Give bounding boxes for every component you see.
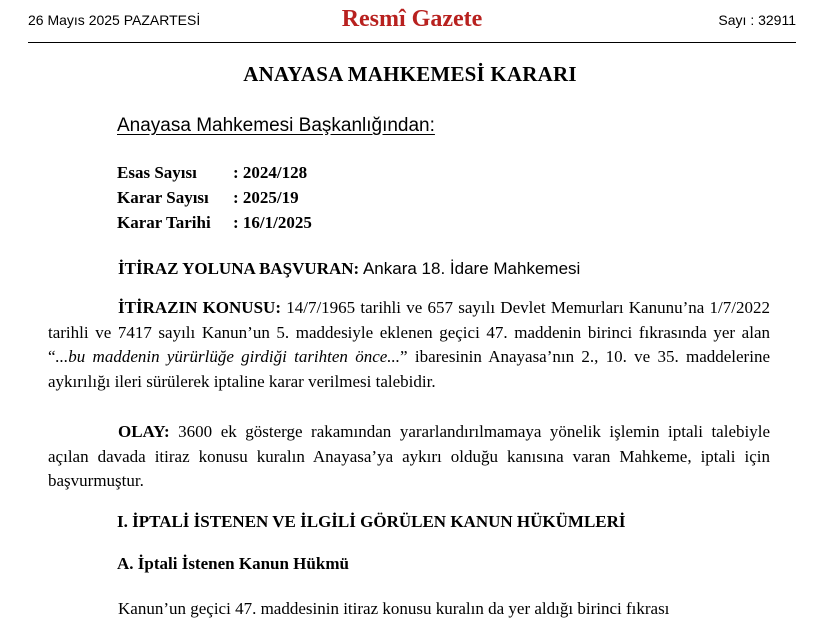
decision-metadata bbox=[117, 160, 312, 235]
applicant-label: İTİRAZ YOLUNA BAŞVURAN: bbox=[118, 259, 360, 278]
subject-paragraph bbox=[48, 296, 770, 394]
meta-row-karar-tarihi bbox=[117, 210, 312, 235]
subsection-heading: A. İptali İstenen Kanun Hükmü bbox=[117, 554, 349, 573]
law-text-paragraph bbox=[48, 597, 770, 622]
subject-text-after: ” ibaresinin Anayasa’nın 2., 10. ve 35. maddelerine aykırılığı ileri sürülerek iptaline karar verilmesi talebidir. bbox=[48, 347, 770, 391]
event-label: OLAY: bbox=[118, 422, 170, 441]
meta-value: : 2024/128 bbox=[233, 163, 308, 182]
subject-text-before: 14/7/1965 tarihli ve 657 sayılı Devlet Memurları Kanunu’na 1/7/2022 tarihli ve 7417 sayılı Kanun’un 5. maddesiyle eklenen geçici 47. maddenin birinci fıkrasında yer alan “ bbox=[48, 298, 770, 366]
meta-key: Esas Sayısı bbox=[117, 163, 197, 182]
gazette-title: Resmî Gazete bbox=[341, 6, 483, 32]
subject-quote: ...bu maddenin yürürlüğe girdiği tarihten önce... bbox=[55, 347, 401, 366]
issue-date: 26 Mayıs 2025 PAZARTESİ bbox=[28, 12, 201, 28]
section-heading-laws: I. İPTALİ İSTENEN VE İLGİLİ GÖRÜLEN KANUN HÜKÜMLERİ bbox=[117, 512, 626, 531]
law-text: Kanun’un geçici 47. maddesinin itiraz konusu kuralın da yer aldığı birinci fıkrası bbox=[118, 599, 670, 618]
page-header bbox=[28, 0, 796, 43]
document-title: ANAYASA MAHKEMESİ KARARI bbox=[243, 62, 577, 86]
subject-label: İTİRAZIN KONUSU: bbox=[118, 298, 281, 317]
event-text: 3600 ek gösterge rakamından yararlandırılmamaya yönelik işlemin iptali talebiyle açılan davada itiraz konusu kuralın Anayasa’ya aykırı olduğu kanısına varan Mahkeme, iptali için başvurmuştur. bbox=[48, 422, 770, 490]
applicant-paragraph bbox=[48, 257, 770, 282]
applicant-text: Ankara 18. İdare Mahkemesi bbox=[359, 259, 581, 278]
event-paragraph bbox=[48, 420, 770, 494]
meta-row-esas bbox=[117, 160, 312, 185]
meta-row-karar-sayisi bbox=[117, 185, 312, 210]
meta-key: Karar Sayısı bbox=[117, 188, 209, 207]
meta-key: Karar Tarihi bbox=[117, 213, 211, 232]
issue-number: Sayı : 32911 bbox=[718, 12, 796, 28]
issuing-body: Anayasa Mahkemesi Başkanlığından: bbox=[117, 115, 435, 136]
meta-value: : 2025/19 bbox=[233, 188, 299, 207]
meta-value: : 16/1/2025 bbox=[233, 213, 312, 232]
